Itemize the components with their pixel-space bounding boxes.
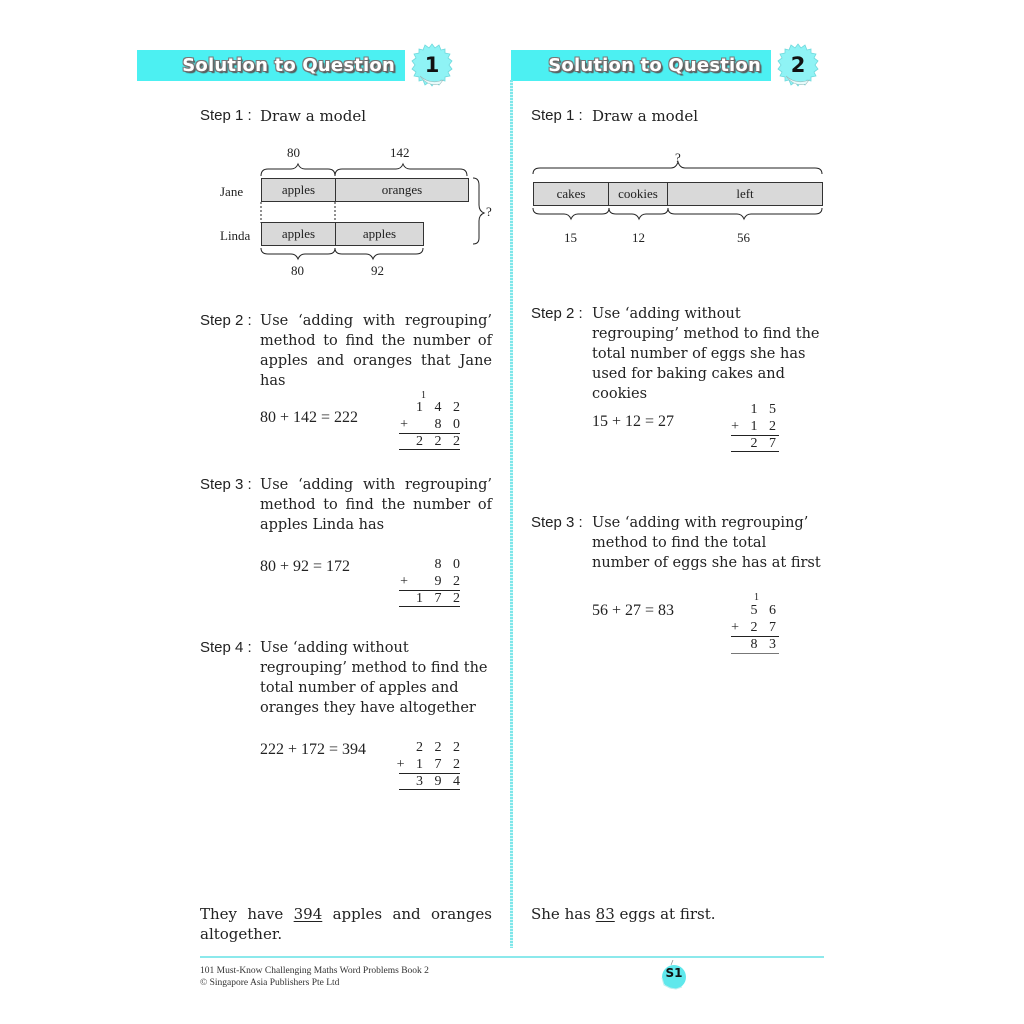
footer-rule (200, 956, 824, 958)
footer-copyright: © Singapore Asia Publishers Pte Ltd (200, 978, 340, 988)
column-divider (510, 80, 513, 948)
left-step2-label: Step 2 : (200, 312, 252, 329)
left-step2-text: Use ‘adding with regrouping’ method to find the number of apples and oranges that Jane has (260, 313, 492, 389)
right-step3-addend-b: + 2 7 (731, 620, 780, 635)
left-step4-text: Use ‘adding without regrouping’ method to find the total number of apples and oranges they have altogether (260, 640, 488, 716)
answer-value: 83 (595, 905, 615, 923)
left-step1-text: Draw a model (260, 107, 366, 125)
right-step1-text: Draw a model (592, 107, 698, 125)
brace-top-total (533, 162, 822, 174)
brace-bottom-left (668, 208, 822, 219)
answer-post: eggs at first. (619, 905, 716, 923)
left-step3-addend-a: 8 0 (434, 557, 464, 572)
left-step2-addend-a: 1 4 2 (416, 400, 464, 415)
bottom-value-left: 56 (737, 230, 750, 245)
cookies-bar: cookies (608, 182, 668, 206)
left-step2-equation: 80 + 142 = 222 (260, 409, 359, 426)
cakes-bar: cakes (533, 182, 609, 206)
right-step3-sum: 8 3 (750, 637, 780, 652)
left-question-badge (410, 43, 454, 87)
left-header-bar (137, 50, 405, 81)
left-question-number: 1 (424, 53, 440, 77)
brace-bottom-cakes (533, 208, 609, 219)
total-question-mark: ? (675, 150, 681, 165)
brace-top-oranges (335, 164, 467, 176)
total-question-mark: ? (486, 204, 492, 219)
left-step4-sum: 3 9 4 (416, 774, 464, 789)
left-step4-addend-b: + 1 7 2 (396, 757, 464, 772)
brace-bottom-apples (261, 248, 335, 259)
footer-book-title: 101 Must-Know Challenging Maths Word Problems Book 2 (200, 966, 429, 976)
sum-rule-bottom (399, 789, 460, 790)
linda-apples-bar: apples (261, 222, 336, 246)
brace-top-apples (261, 164, 335, 176)
linda-apples-bar-2: apples (335, 222, 424, 246)
left-step4-addend-a: 2 2 2 (416, 740, 464, 755)
left-step1-label: Step 1 : (200, 107, 252, 124)
right-step2-addend-b: + 1 2 (731, 419, 780, 434)
left-step3-addend-b: + 9 2 (400, 574, 464, 589)
right-question-number: 2 (790, 53, 806, 77)
answer-pre: They have (200, 905, 284, 923)
left-bar: left (667, 182, 823, 206)
right-step3-text: Use ‘adding with regrouping’ method to find the total number of eggs she has at first (592, 515, 821, 571)
right-step3-label: Step 3 : (531, 514, 583, 531)
right-step1-label: Step 1 : (531, 107, 583, 124)
brace-total (473, 178, 484, 244)
right-question-badge (776, 43, 820, 87)
left-header-title: Solution to Question (182, 55, 395, 76)
bottom-value-apples: 80 (291, 263, 304, 278)
jane-oranges-bar: oranges (335, 178, 469, 202)
jane-apples-bar: apples (261, 178, 336, 202)
right-answer (531, 904, 716, 924)
top-value-apples: 80 (287, 145, 300, 160)
right-header-title: Solution to Question (548, 55, 761, 76)
left-step2-addend-b: + 8 0 (400, 417, 464, 432)
right-step3-addend-a: 5 6 (750, 603, 780, 618)
right-step2-sum: 2 7 (750, 436, 780, 451)
page-number-badge (659, 960, 689, 990)
left-step3-sum: 1 7 2 (416, 591, 464, 606)
bottom-value-cakes: 15 (564, 230, 577, 245)
right-step2-text: Use ‘adding without regrouping’ method to find the total number of eggs she has used for baking cakes and cookies (592, 306, 820, 402)
right-step2-label: Step 2 : (531, 305, 583, 322)
left-step3-label: Step 3 : (200, 476, 252, 493)
right-step2-addend-a: 1 5 (750, 402, 780, 417)
left-step2-carry: 1 (421, 390, 426, 401)
sum-rule-bottom (399, 606, 460, 607)
right-step3-equation: 56 + 27 = 83 (592, 602, 675, 619)
left-step2-sum: 2 2 2 (416, 434, 464, 449)
right-step2-equation: 15 + 12 = 27 (592, 413, 675, 430)
answer-post: apples and oranges altogether. (200, 905, 492, 943)
sum-rule-bottom (731, 451, 779, 452)
right-header-bar (511, 50, 771, 81)
left-step4-label: Step 4 : (200, 639, 252, 656)
sum-rule-bottom (399, 449, 460, 450)
row-label-jane: Jane (220, 184, 244, 199)
left-step4-equation: 222 + 172 = 394 (260, 741, 367, 758)
row-label-linda: Linda (220, 228, 251, 243)
brace-bottom-cookies (609, 208, 668, 219)
model-brackets (255, 160, 495, 270)
bottom-value-cookies: 12 (632, 230, 645, 245)
top-value-oranges: 142 (390, 145, 410, 160)
left-answer (200, 904, 492, 944)
bottom-value-apples-2: 92 (371, 263, 384, 278)
right-step3-carry: 1 (754, 592, 759, 603)
answer-value: 394 (293, 905, 323, 923)
left-step3-equation: 80 + 92 = 172 (260, 558, 351, 575)
brace-bottom-apples-2 (335, 248, 423, 259)
page-number: S1 (665, 966, 683, 980)
answer-pre: She has (531, 905, 591, 923)
left-step3-text: Use ‘adding with regrouping’ method to find the number of apples Linda has (260, 477, 492, 533)
sum-rule-bottom (731, 653, 779, 654)
